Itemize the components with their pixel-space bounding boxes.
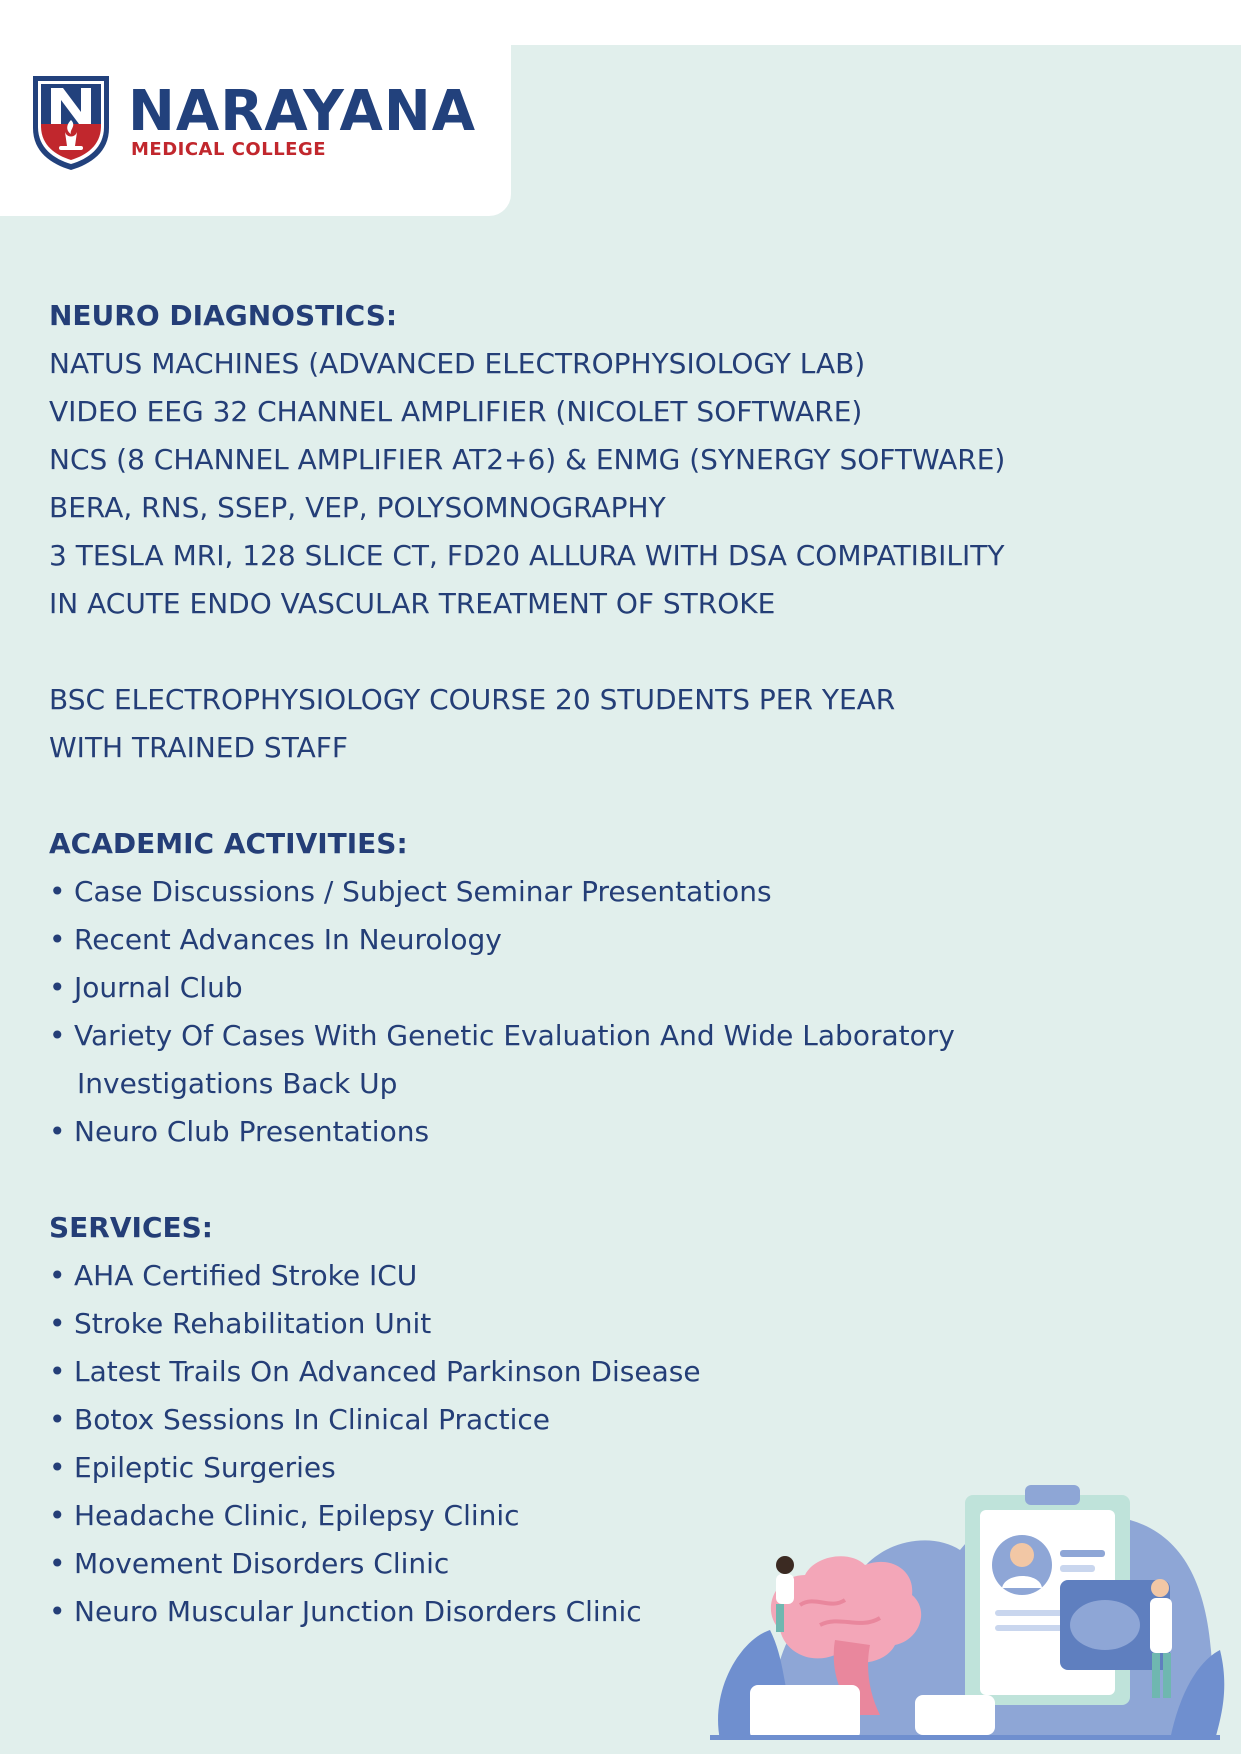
academic-item-text: Recent Advances In Neurology	[74, 923, 502, 956]
main-content	[49, 292, 1229, 1636]
bullet-dot: •	[49, 923, 66, 956]
course-line: BSC ELECTROPHYSIOLOGY COURSE 20 STUDENTS PER YEAR	[49, 683, 896, 716]
logo-card	[0, 0, 511, 216]
service-item-text: Movement Disorders Clinic	[74, 1547, 450, 1580]
bullet-dot: •	[49, 1019, 66, 1052]
academic-item	[49, 1108, 1229, 1156]
service-item	[49, 1348, 1229, 1396]
academic-item-text: Neuro Club Presentations	[74, 1115, 430, 1148]
bullet-dot: •	[49, 1547, 66, 1580]
service-item-text: Neuro Muscular Junction Disorders Clinic	[74, 1595, 642, 1628]
bullet-dot: •	[49, 1451, 66, 1484]
service-item	[49, 1252, 1229, 1300]
bullet-dot: •	[49, 1307, 66, 1340]
academic-item-continuation: Investigations Back Up	[77, 1067, 398, 1100]
academic-item	[49, 964, 1229, 1012]
service-item-text: Botox Sessions In Clinical Practice	[74, 1403, 550, 1436]
academic-heading: ACADEMIC ACTIVITIES:	[49, 827, 408, 860]
academic-item	[49, 1012, 1229, 1060]
neuro-line: 3 TESLA MRI, 128 SLICE CT, FD20 ALLURA WITH DSA COMPATIBILITY	[49, 539, 1005, 572]
neuro-line: NCS (8 CHANNEL AMPLIFIER AT2+6) & ENMG (SYNERGY SOFTWARE)	[49, 443, 1006, 476]
neuro-line: IN ACUTE ENDO VASCULAR TREATMENT OF STROKE	[49, 587, 776, 620]
shield-logo-icon	[29, 72, 113, 172]
bullet-dot: •	[49, 875, 66, 908]
services-heading: SERVICES:	[49, 1211, 213, 1244]
brain-illustration	[700, 1440, 1230, 1740]
course-line: WITH TRAINED STAFF	[49, 731, 349, 764]
logo-subtitle: MEDICAL COLLEGE	[131, 139, 327, 160]
service-item-text: Epileptic Surgeries	[74, 1451, 336, 1484]
bullet-dot: •	[49, 1259, 66, 1292]
bullet-dot: •	[49, 1499, 66, 1532]
bullet-dot: •	[49, 1595, 66, 1628]
service-item-text: Latest Trails On Advanced Parkinson Disease	[74, 1355, 701, 1388]
service-item-text: Headache Clinic, Epilepsy Clinic	[74, 1499, 520, 1532]
service-item	[49, 1396, 1229, 1444]
logo-name: NARAYANA	[128, 79, 477, 144]
bullet-dot: •	[49, 1403, 66, 1436]
neuro-heading: NEURO DIAGNOSTICS:	[49, 299, 398, 332]
academic-item-text: Case Discussions / Subject Seminar Presentations	[74, 875, 772, 908]
service-item-text: Stroke Rehabilitation Unit	[74, 1307, 432, 1340]
bullet-dot: •	[49, 1115, 66, 1148]
academic-item-text: Journal Club	[74, 971, 243, 1004]
academic-item	[49, 868, 1229, 916]
bullet-dot: •	[49, 971, 66, 1004]
service-item-text: AHA Certified Stroke ICU	[74, 1259, 418, 1292]
academic-item-text: Variety Of Cases With Genetic Evaluation And Wide Laboratory	[74, 1019, 955, 1052]
service-item	[49, 1300, 1229, 1348]
neuro-line: BERA, RNS, SSEP, VEP, POLYSOMNOGRAPHY	[49, 491, 666, 524]
neuro-line: VIDEO EEG 32 CHANNEL AMPLIFIER (NICOLET SOFTWARE)	[49, 395, 863, 428]
neuro-line: NATUS MACHINES (ADVANCED ELECTROPHYSIOLOGY LAB)	[49, 347, 866, 380]
bullet-dot: •	[49, 1355, 66, 1388]
academic-item	[49, 916, 1229, 964]
